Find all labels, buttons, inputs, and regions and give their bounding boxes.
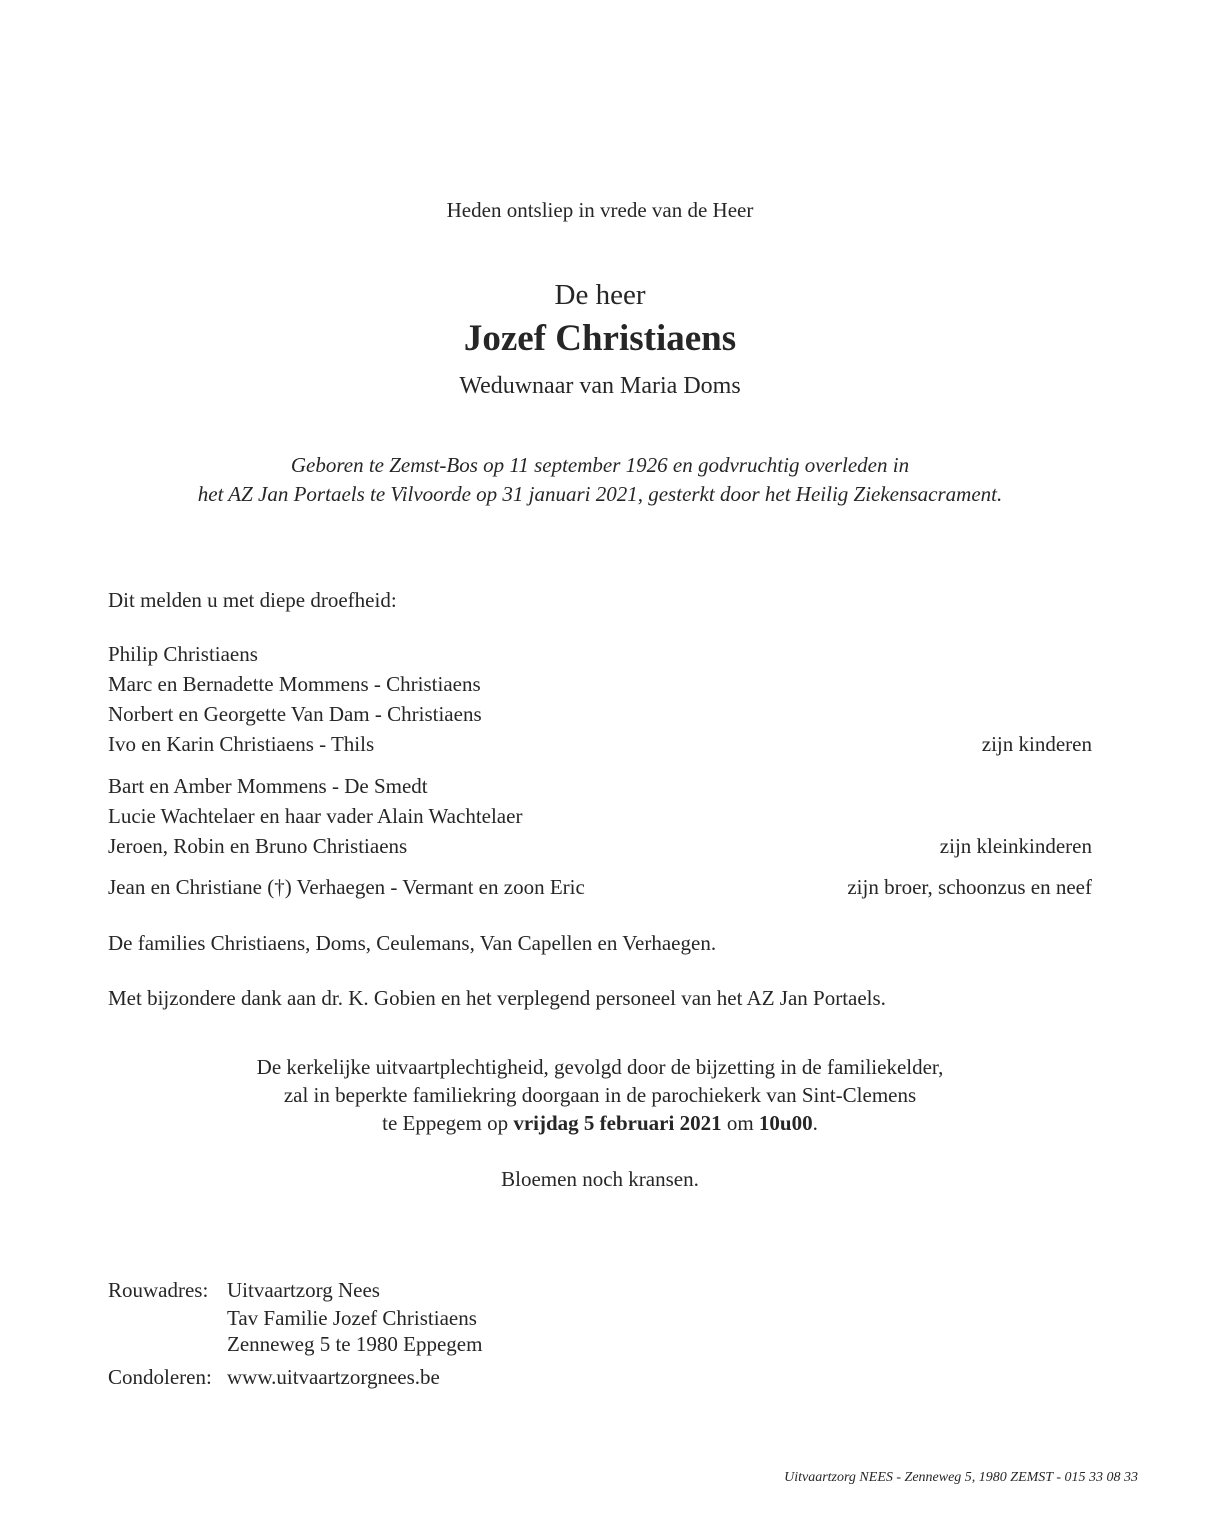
families-line: De families Christiaens, Doms, Ceulemans, Van Capellen en Verhaegen. <box>108 931 717 955</box>
children-relation: zijn kinderen <box>981 732 1092 756</box>
child-name: Philip Christiaens <box>108 642 258 666</box>
funeral-time: 10u00 <box>758 1111 813 1135</box>
funeral-suffix: . <box>812 1111 818 1135</box>
intro-line: Heden ontsliep in vrede van de Heer <box>446 198 754 222</box>
condolence-link[interactable]: www.uitvaartzorgnees.be <box>227 1365 440 1389</box>
announcement: Dit melden u met diepe droefheid: <box>108 588 397 612</box>
address-label: Rouwadres: <box>108 1278 209 1302</box>
grandchildren-relation: zijn kleinkinderen <box>939 834 1092 858</box>
condolence-label: Condoleren: <box>108 1365 212 1389</box>
widow-line: Weduwnaar van Maria Doms <box>459 373 741 399</box>
child-name: Norbert en Georgette Van Dam - Christiaens <box>108 702 482 726</box>
thanks-line: Met bijzondere dank aan dr. K. Gobien en het verplegend personeel van het AZ Jan Portaels. <box>108 986 886 1010</box>
funeral-line-2: zal in beperkte familiekring doorgaan in de parochiekerk van Sint-Clemens <box>283 1083 917 1107</box>
funeral-line-1: De kerkelijke uitvaartplechtigheid, gevolgd door de bijzetting in de familiekelder, <box>256 1055 944 1079</box>
birth-line-1: Geboren te Zemst-Bos op 11 september 1926 en godvruchtig overleden in <box>290 453 910 477</box>
funeral-date: vrijdag 5 februari 2021 <box>513 1111 722 1135</box>
sibling-name: Jean en Christiane (†) Verhaegen - Vermant en zoon Eric <box>108 875 585 899</box>
grandchild-name: Jeroen, Robin en Bruno Christiaens <box>108 834 408 858</box>
child-name: Marc en Bernadette Mommens - Christiaens <box>108 672 481 696</box>
grandchild-name: Bart en Amber Mommens - De Smedt <box>108 774 428 798</box>
birth-line-2: het AZ Jan Portaels te Vilvoorde op 31 januari 2021, gesterkt door het Heilig Ziekensacrament. <box>197 482 1003 506</box>
grandchild-name: Lucie Wachtelaer en haar vader Alain Wachtelaer <box>108 804 523 828</box>
footer-undertaker: Uitvaartzorg NEES - Zenneweg 5, 1980 ZEMST - 015 33 08 33 <box>784 1470 1138 1485</box>
flowers-line: Bloemen noch kransen. <box>501 1167 699 1191</box>
address-line: Uitvaartzorg Nees <box>227 1278 380 1302</box>
address-line: Tav Familie Jozef Christiaens <box>227 1306 477 1330</box>
funeral-line-3 <box>0 1113 1200 1134</box>
funeral-mid: om <box>721 1111 759 1135</box>
child-name: Ivo en Karin Christiaens - Thils <box>108 732 375 756</box>
honorific: De heer <box>554 279 646 311</box>
siblings-relation: zijn broer, schoonzus en neef <box>847 875 1092 899</box>
deceased-name: Jozef Christiaens <box>463 318 737 359</box>
funeral-prefix: te Eppegem op <box>382 1111 514 1135</box>
address-line: Zenneweg 5 te 1980 Eppegem <box>227 1332 483 1356</box>
